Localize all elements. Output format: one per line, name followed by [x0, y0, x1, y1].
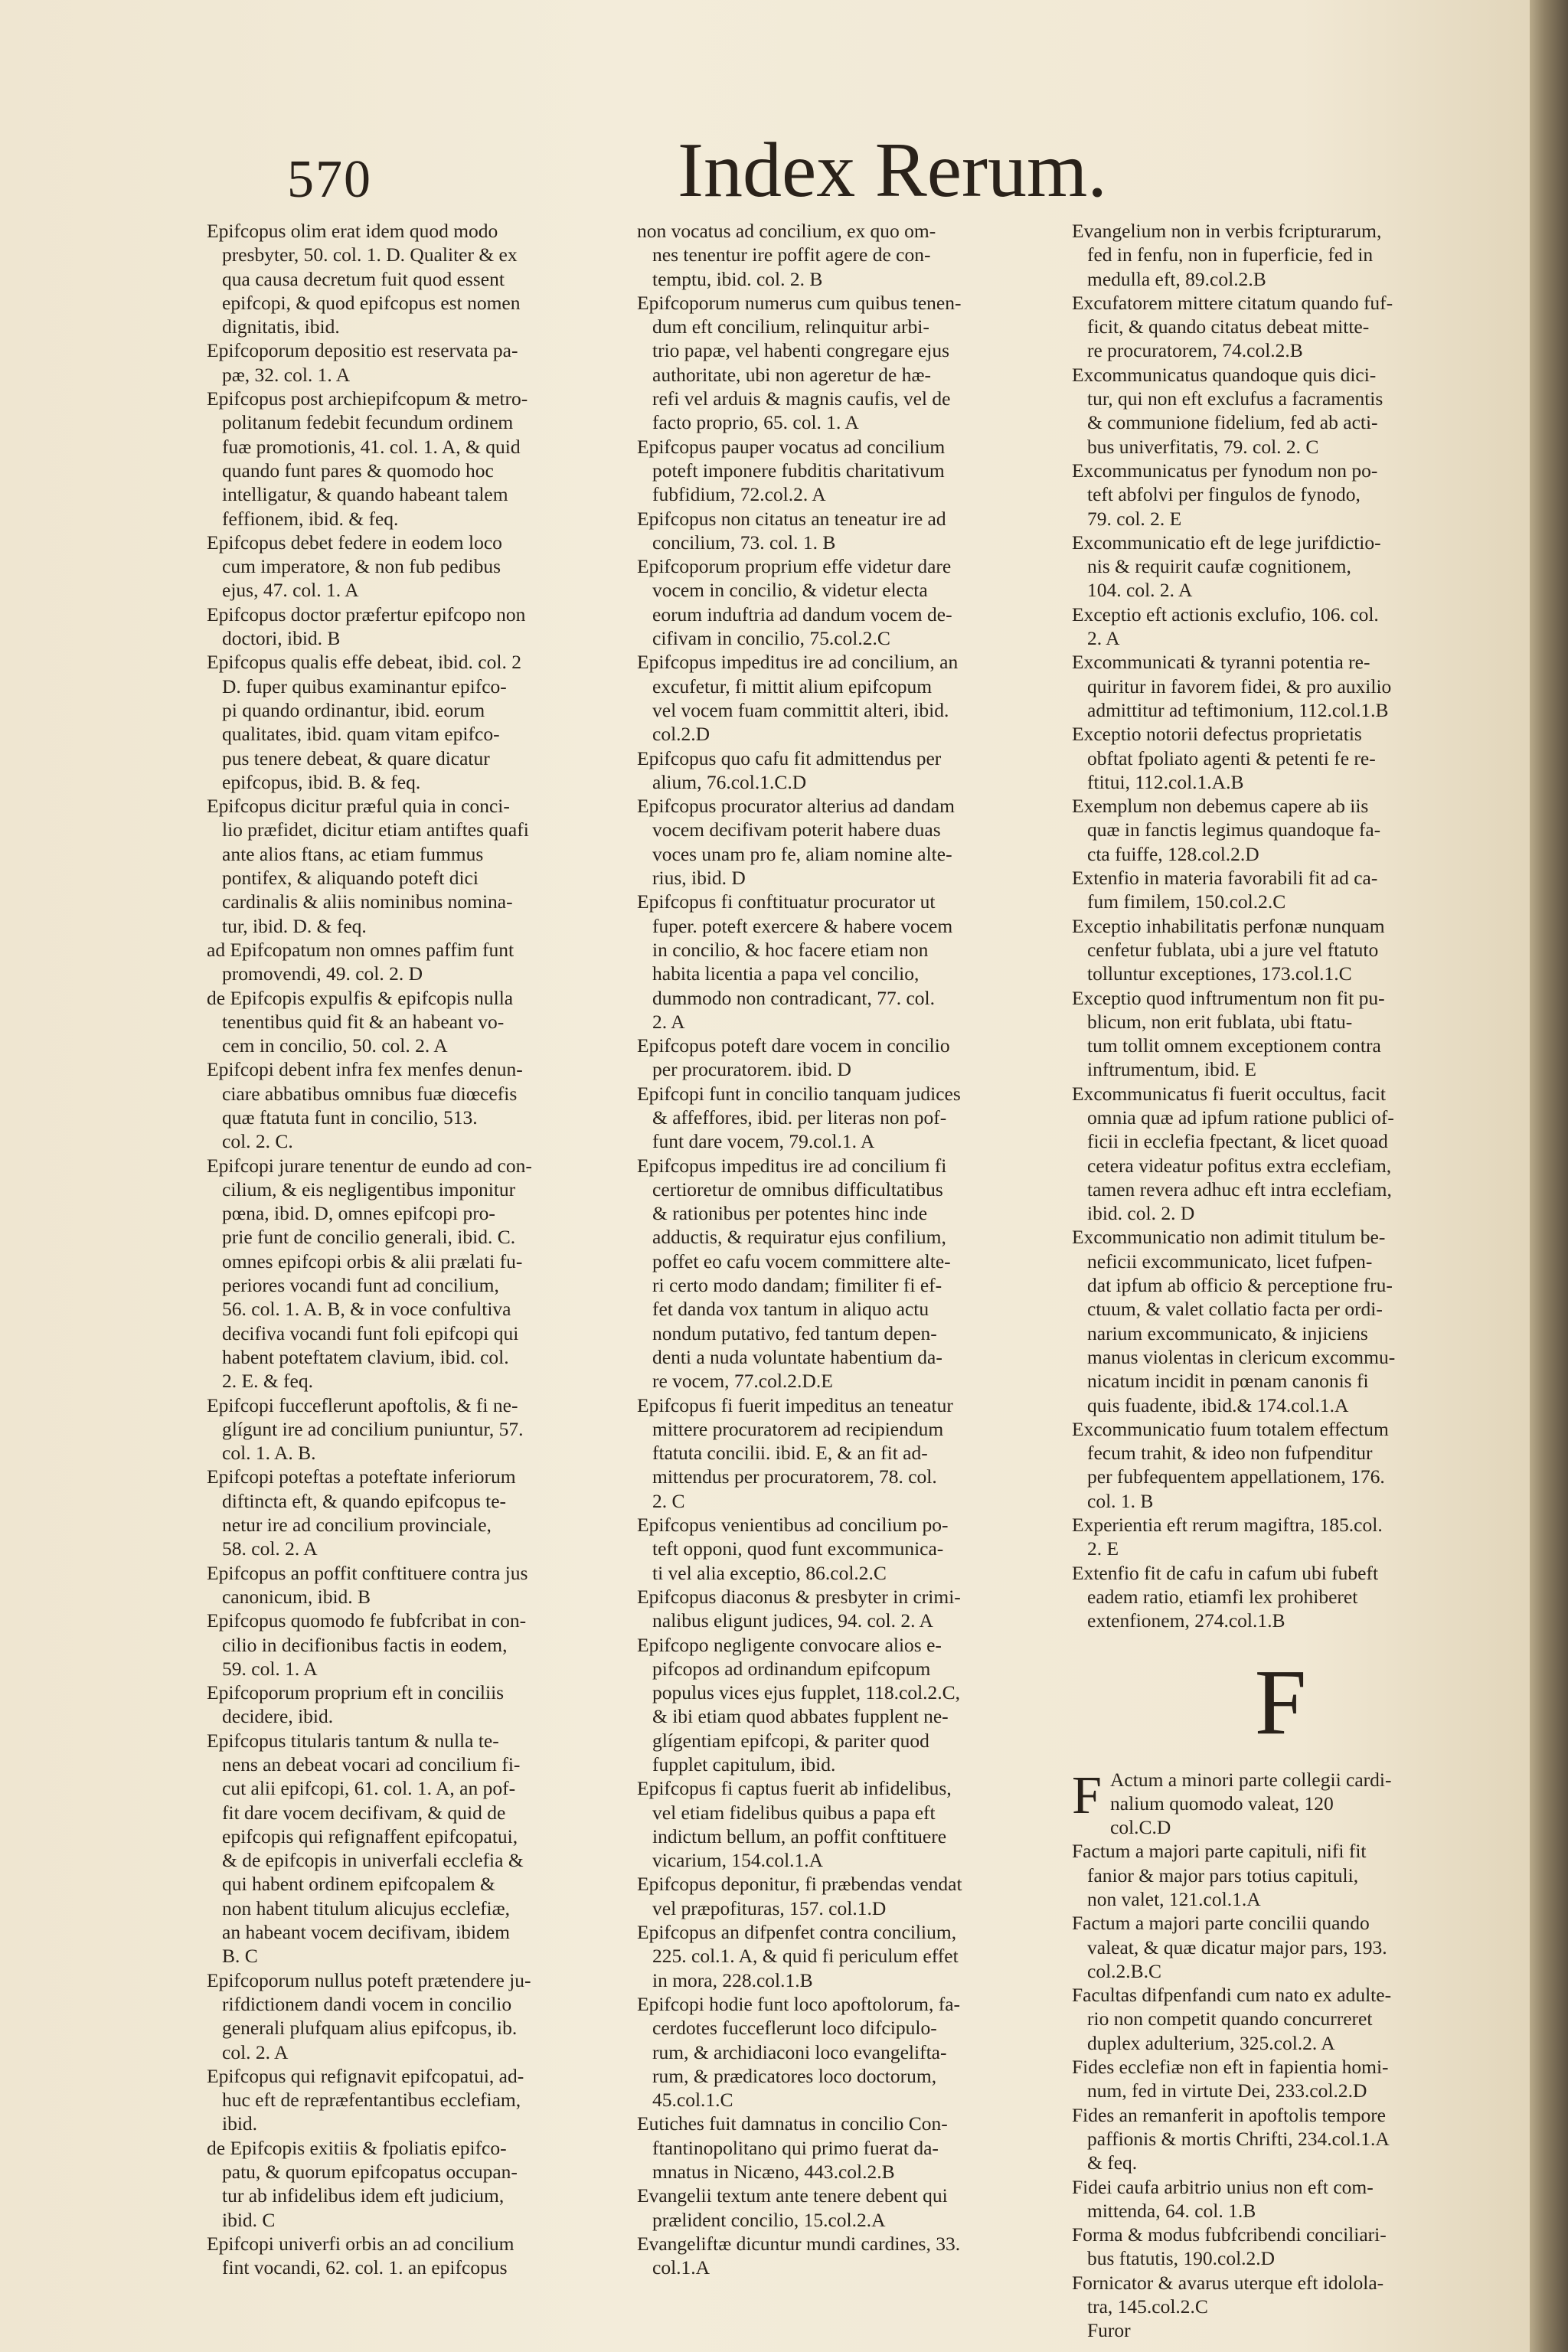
index-entry: Fides ecclefiæ non eft in fapientia homi- num, fed in virtute Dei, 233.col.2.D	[1072, 2056, 1389, 2102]
index-entry: Epifcopus debet federe in eodem loco cum imperatore, & non fub pedibus ejus, 47. col. 1. A	[207, 531, 502, 602]
index-entry: Exemplum non debemus capere ab iis quæ in fanctis legimus quandoque fa- cta fuiffe, 128.col.2.D	[1072, 795, 1381, 865]
index-entry: Epifcopo negligente convocare alios e- pifcopos ad ordinandum epifcopum populus vices ejus fupplet, 118.col.2.C, & ibi etiam quod abbates fupplent ne- glígentiam epifcopi, & pariter quod fupplet capitulum, ibid.	[637, 1633, 961, 1775]
index-column-3-e-entries	[1072, 219, 1489, 1633]
index-entry: Epifcoporum depositio est reservata pa- pæ, 32. col. 1. A	[207, 339, 518, 386]
index-entry: Epifcopi univerfi orbis an ad concilium fint vocandi, 62. col. 1. an epifcopus	[207, 2232, 514, 2279]
index-entry: Epifcopi funt in concilio tanquam judices & affeffores, ibid. per literas non pof- funt dare vocem, 79.col.1. A	[637, 1082, 961, 1153]
index-entry: Epifcopus post archiepifcopum & metro- politanum fedebit fecundum ordinem fuæ promotionis, 41. col. 1. A, & quid quando funt pares & quomodo hoc intelligatur, & quando habeant talem feffionem, ibid. & feq.	[207, 387, 528, 530]
index-entry: non vocatus ad concilium, ex quo om- nes tenentur ire poffit agere de con- temptu, ibid. col. 2. B	[637, 220, 936, 290]
index-entry: Epifcopus olim erat idem quod modo presbyter, 50. col. 1. D. Qualiter & ex qua causa decretum fuit quod essent epifcopi, & quod epifcopus est nomen dignitatis, ibid.	[207, 220, 521, 338]
index-entry: Fidei caufa arbitrio unius non eft com- mittenda, 64. col. 1.B	[1072, 2175, 1374, 2222]
index-entry: Extenfio fit de cafu in cafum ubi fubeft eadem ratio, etiamfi lex prohiberet extenfionem, 274.col.1.B	[1072, 1561, 1379, 1632]
index-column-2	[637, 219, 1044, 2280]
index-entry: Epifcopus non citatus an teneatur ire ad concilium, 73. col. 1. B	[637, 507, 946, 554]
index-entry: Epifcopus deponitur, fi præbendas vendat vel præpofituras, 157. col.1.D	[637, 1873, 962, 1919]
index-entry: Evangelium non in verbis fcripturarum, fed in fenfu, non in fuperficie, fed in medulla eft, 89.col.2.B	[1072, 220, 1382, 290]
index-entry: Epifcopus venientibus ad concilium po- teft opponi, quod funt excommunica- ti vel alia exceptio, 86.col.2.C	[637, 1514, 949, 1584]
index-entry: Factum a majori parte capituli, nifi fit fanior & major pars totius capituli, non valet, 121.col.1.A	[1072, 1840, 1367, 1910]
index-entry: Exceptio quod inftrumentum non fit pu- blicum, non erit fublata, ubi ftatu- tum tollit omnem exceptionem contra inftrumentum, ibid. E	[1072, 986, 1385, 1081]
index-entry: Extenfio in materia favorabili fit ad ca- fum fimilem, 150.col.2.C	[1072, 867, 1378, 913]
index-entry: Epifcopus fi conftituatur procurator ut fuper. poteft exercere & habere vocem in concilio, & hoc facere etiam non habita licentia a papa vel concilio, dummodo non contradicant, 77. col. 2. A	[637, 890, 953, 1033]
index-column-3-f-entries	[1072, 1839, 1489, 2342]
index-entry: Epifcoporum proprium eft in conciliis decidere, ibid.	[207, 1681, 505, 1728]
index-entry: Epifcopus poteft dare vocem in concilio per procuratorem. ibid. D	[637, 1034, 950, 1081]
page-number: 570	[287, 150, 372, 209]
index-entry: Epifcopus doctor præfertur epifcopo non doctori, ibid. B	[207, 603, 526, 650]
index-entry: Fides an remanferit in apoftolis tempore paffionis & mortis Chrifti, 234.col.1.A & feq.	[1072, 2103, 1390, 2174]
index-entry: Excommunicatus quandoque quis dici- tur, qui non eft exclufus a facramentis & communione fidelium, fed ab acti- bus univerfitatis, 79. col. 2. C	[1072, 363, 1383, 458]
book-gutter	[1530, 0, 1568, 2352]
section-letter-f: F	[1254, 1650, 1307, 1754]
index-entry: de Epifcopis exitiis & fpoliatis epifco- patu, & quorum epifcopatus occupan- tur ab infidelibus idem eft judicium, ibid. C	[207, 2136, 518, 2231]
index-entry: Exceptio inhabilitatis perfonæ nunquam cenfetur fublata, ubi a jure vel ftatuto tolluntur exceptiones, 173.col.1.C	[1072, 914, 1385, 985]
index-entry: Forma & modus fubfcribendi conciliari- bus ftatutis, 190.col.2.D	[1072, 2223, 1387, 2270]
index-entry: Epifcopus pauper vocatus ad concilium poteft imponere fubditis charitativum fubfidium, 72.col.2. A	[637, 435, 946, 506]
index-entry: Epifcopus impeditus ire ad concilium, an excufetur, fi mittit alium epifcopum vel vocem fuam committit alteri, ibid. col.2.D	[637, 651, 959, 746]
index-entry: Evangeliftæ dicuntur mundi cardines, 33. col.1.A	[637, 2232, 961, 2279]
index-entry-first-f-text: Actum a minori parte collegii cardi- nalium quomodo valeat, 120 col.C.D	[1110, 1768, 1392, 1839]
index-entry: Experientia eft rerum magiftra, 185.col. 2. E	[1072, 1514, 1383, 1560]
index-entry: Epifcopus quo cafu fit admittendus per alium, 76.col.1.C.D	[637, 746, 942, 793]
index-entry: Excommunicatus per fynodum non po- teft abfolvi per fingulos de fynodo, 79. col. 2. E	[1072, 459, 1378, 530]
index-entry: Exceptio eft actionis exclufio, 106. col. 2. A	[1072, 603, 1379, 650]
index-entry: Excommunicatio fuum totalem effectum fecum trahit, & ideo non fufpenditur per fubfequentem appellationem, 176. col. 1. B	[1072, 1417, 1389, 1512]
index-entry: Epifcopus qui refignavit epifcopatui, ad- huc eft de repræfentantibus ecclefiam, ibid.	[207, 2064, 524, 2135]
index-entry: de Epifcopis expulfis & epifcopis nulla tenentibus quid fit & an habeant vo- cem in concilio, 50. col. 2. A	[207, 986, 514, 1057]
index-column-3	[1072, 219, 1489, 2343]
index-entry: Fornicator & avarus uterque eft idolola- tra, 145.col.2.C Furor	[1072, 2271, 1384, 2342]
drop-cap-f: F	[1072, 1766, 1102, 1825]
index-entry: Factum a majori parte concilii quando valeat, & quæ dicatur major pars, 193. col.2.B.C	[1072, 1912, 1387, 1982]
index-entry: Epifcoporum numerus cum quibus tenen- dum eft concilium, relinquitur arbi- trio papæ, vel habenti congregare ejus authoritate, ubi non ageretur de hæ- refi vel arduis & magnis caufis, vel de facto proprio, 65. col. 1. A	[637, 291, 962, 434]
index-entry: Epifcopus quomodo fe fubfcribat in con- cilio in decifionibus factis in eodem, 59. col. 1. A	[207, 1609, 527, 1680]
index-entry: Epifcopi jurare tenentur de eundo ad con- cilium, & eis negligentibus imponitur pœna, ibid. D, omnes epifcopi pro- prie funt de concilio generali, ibid. C. omnes epifcopi orbis & alii prælati fu- periores vocandi funt ad concilium, 56. col. 1. A. B, & in voce confultiva decifiva vocandi funt foli epifcopi qui habent poteftatem clavium, ibid. col. 2. E. & feq.	[207, 1154, 532, 1393]
index-entry: Epifcopus an poffit conftituere contra jus canonicum, ibid. B	[207, 1561, 528, 1608]
index-entry: Epifcopus fi fuerit impeditus an teneatur mittere procuratorem ad recipiendum ftatuta concilii. ibid. E, & an fit ad- mittendus per procuratorem, 78. col. 2. C	[637, 1393, 953, 1512]
index-entry: ad Epifcopatum non omnes paffim funt promovendi, 49. col. 2. D	[207, 938, 514, 985]
index-entry: Excommunicati & tyranni potentia re- quiritur in favorem fidei, & pro auxilio admittitur ad teftimonium, 112.col.1.B	[1072, 651, 1392, 721]
index-entry: Epifcoporum proprium effe videtur dare vocem in concilio, & videtur electa eorum induftria ad dandum vocem de- cifivam in concilio, 75.col.2.C	[637, 555, 952, 650]
index-entry: Epifcopus impeditus ire ad concilium fi certioretur de omnibus difficultatibus & rationibus per potentes hinc inde adductis, & requiratur ejus confilium, poffet eo cafu vocem committere alte- ri certo modo dandam; fimiliter fi ef- fet danda vox tantum in aliquo actu nondum putativo, fed tantum depen- denti a nuda voluntate habentium da- re vocem, 77.col.2.D.E	[637, 1154, 951, 1393]
index-entry: Excommunicatio eft de lege jurifdictio- nis & requirit caufæ cognitionem, 104. col. 2. A	[1072, 531, 1381, 602]
index-entry: Epifcopus dicitur præful quia in conci- lio præfidet, dicitur etiam antiftes quafi ante alios ftans, ac etiam fummus pontifex, & aliquando poteft dici cardinalis & aliis nominibus nomina- tur, ibid. D. & feq.	[207, 795, 529, 937]
index-entry-first-f	[1072, 1768, 1489, 1840]
index-entry: Epifcopus fi captus fuerit ab infidelibus, vel etiam fidelibus quibus a papa eft indictum bellum, an poffit conftituere vicarium, 154.col.1.A	[637, 1777, 952, 1872]
index-entry: Epifcopus procurator alterius ad dandam vocem decifivam poterit habere duas voces unam pro fe, aliam nomine alte- rius, ibid. D	[637, 795, 955, 890]
index-entry: Excufatorem mittere citatum quando fuf- ficit, & quando citatus debeat mitte- re procuratorem, 74.col.2.B	[1072, 291, 1393, 362]
index-entry: Epifcopi poteftas a poteftate inferiorum diftincta eft, & quando epifcopus te- netur ire ad concilium provinciale, 58. col. 2. A	[207, 1465, 516, 1560]
index-entry: Evangelii textum ante tenere debent qui prælident concilio, 15.col.2.A	[637, 2184, 948, 2231]
index-entry: Epifcopi debent infra fex menfes denun- ciare abbatibus omnibus fuæ diœcefis quæ ftatuta funt in concilio, 513. col. 2. C.	[207, 1058, 523, 1153]
running-title: Index Rerum.	[678, 127, 1107, 214]
index-entry: Epifcopus titularis tantum & nulla te- nens an debeat vocari ad concilium fi- cut alii epifcopi, 61. col. 1. A, an pof- fit dare vocem decifivam, & quid de epifcopis qui refignaffent epifcopatui, & de epifcopis in univerfali ecclefia & qui habent ordinem epifcopalem & non habent titulum alicujus ecclefiæ, an habeant vocem decifivam, ibidem B. C	[207, 1729, 524, 1968]
index-entry: Epifcopus diaconus & presbyter in crimi- nalibus eligunt judices, 94. col. 2. A	[637, 1585, 961, 1632]
index-entry: Epifcopi fucceflerunt apoftolis, & fi ne- glígunt ire ad concilium puniuntur, 57. col. 1. A. B.	[207, 1393, 524, 1465]
index-entry: Excommunicatio non adimit titulum be- neficii excommunicato, licet fufpen- dat ipfum ab officio & perceptione fru- ctuum, & valet collatio facta per ordi- narium excommunicato, & injiciens manus violentas in clericum excommu- nicatum incidit in pœnam canonis fi quis fuadente, ibid.& 174.col.1.A	[1072, 1226, 1396, 1416]
index-entry: Epifcoporum nullus poteft prætendere ju- rifdictionem dandi vocem in concilio generali plufquam alius epifcopus, ib. col. 2. A	[207, 1968, 531, 2063]
index-entry: Epifcopi hodie funt loco apoftolorum, fa- cerdotes fucceflerunt loco difcipulo- rum, & archidiaconi loco evangelifta- rum, & prædicatores loco doctorum, 45.col.1.C	[637, 1992, 961, 2112]
index-entry: Eutiches fuit damnatus in concilio Con- ftantinopolitano qui primo fuerat da- mnatus in Nicæno, 443.col.2.B	[637, 2112, 948, 2184]
index-entry: Exceptio notorii defectus proprietatis obftat fpoliato agenti & petenti fe re- ftitui, 112.col.1.A.B	[1072, 723, 1376, 793]
index-entry: Excommunicatus fi fuerit occultus, facit omnia quæ ad ipfum ratione publici of- ficii in ecclefia fpectant, & licet quoad cetera videatur pofitus extra ecclefiam, tamen revera adhuc eft intra ecclefiam, ibid. col. 2. D	[1072, 1082, 1394, 1225]
index-entry: Epifcopus an difpenfet contra concilium, 225. col.1. A, & quid fi periculum effet in mora, 228.col.1.B	[637, 1921, 959, 1991]
index-entry: Epifcopus qualis effe debeat, ibid. col. 2 D. fuper quibus examinantur epifco- pi quando ordinantur, ibid. eorum qualitates, ibid. quam vitam epifco- pus tenere debeat, & quare dicatur epifcopus, ibid. B. & feq.	[207, 651, 521, 793]
index-entry: Facultas difpenfandi cum nato ex adulte- rio non competit quando concurreret duplex adulterium, 325.col.2. A	[1072, 1984, 1392, 2054]
index-column-1	[207, 219, 606, 2280]
